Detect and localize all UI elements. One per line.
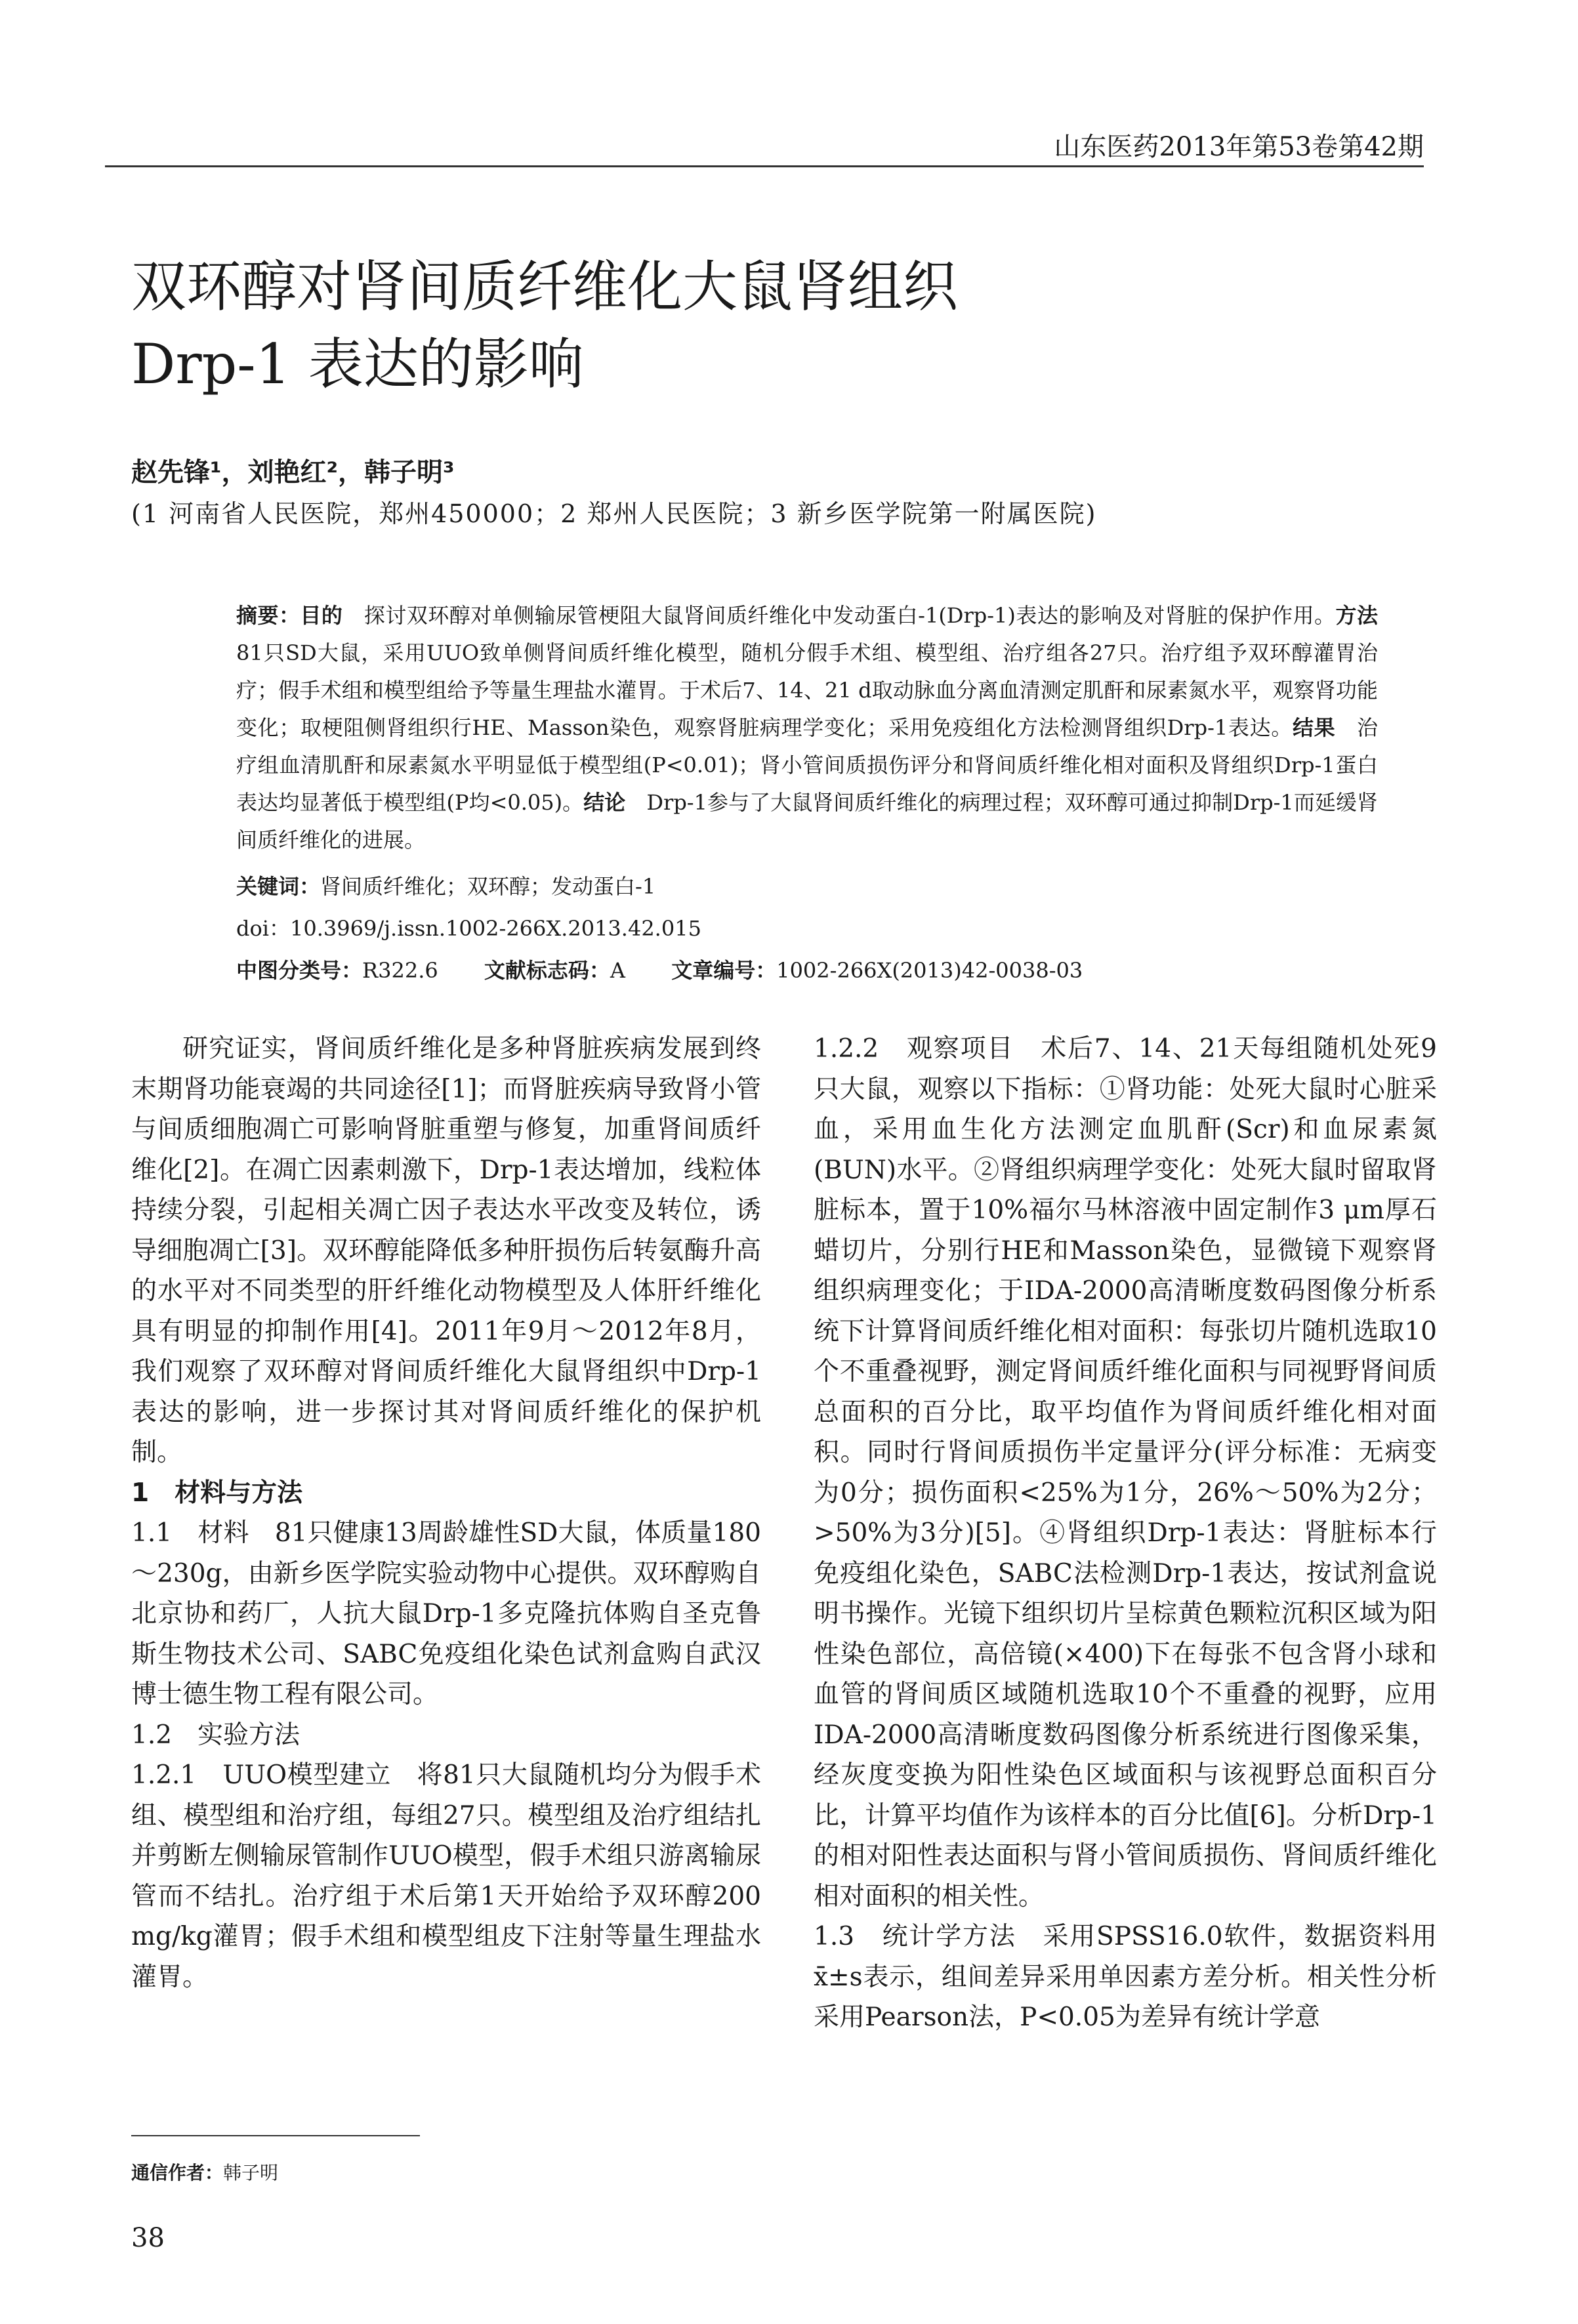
affiliations: (1 河南省人民医院，郑州450000；2 郑州人民医院；3 新乡医学院第一附属医院) xyxy=(131,499,1097,528)
corresponding-author xyxy=(131,2159,278,2185)
conclusion-label: 结论 xyxy=(583,790,626,815)
doc-code-value: A xyxy=(610,958,626,983)
corresponding-author-name: 韩子明 xyxy=(223,2162,279,2184)
page-number: 38 xyxy=(131,2223,165,2253)
section-1-1-text: 81只健康13周龄雄性SD大鼠，体质量180～230g，由新乡医学院实验动物中心提供。双环醇购自北京协和药厂，人抗大鼠Drp-1多克隆抗体购自圣克鲁斯生物技术公司、SABC免疫组化染色试剂盒购自武汉博士德生物工程有限公司。 xyxy=(131,1518,761,1709)
article-number-value: 1002-266X(2013)42-0038-03 xyxy=(776,958,1083,983)
keywords-label: 关键词： xyxy=(236,874,321,899)
keywords-value: 肾间质纤维化；双环醇；发动蛋白-1 xyxy=(320,874,656,899)
keywords xyxy=(236,870,655,900)
objective-text: 探讨双环醇对单侧输尿管梗阻大鼠肾间质纤维化中发动蛋白-1(Drp-1)表达的影响及对肾脏的保护作用。 xyxy=(363,603,1336,628)
section-1-2-2-label: 1.2.2 观察项目 xyxy=(814,1034,1014,1064)
section-1-2-heading: 1.2 实验方法 xyxy=(131,1720,301,1750)
doi-label: doi： xyxy=(236,916,290,941)
title-line-2: Drp-1 表达的影响 xyxy=(131,332,584,396)
section-1-heading: 1 材料与方法 xyxy=(131,1478,303,1508)
corresponding-author-label: 通信作者： xyxy=(131,2162,224,2184)
methods-text: 81只SD大鼠，采用UUO致单侧肾间质纤维化模型，随机分假手术组、模型组、治疗组各27只。治疗组予双环醇灌胃治疗；假手术组和模型组给予等量生理盐水灌胃。于术后7、14、21 d取动脉血分离血清测定肌酐和尿素氮水平，观察肾功能变化；取梗阻侧肾组织行HE、Masson染色，观察肾脏病理学变化；采用免疫组化方法检测肾组织Drp-1表达。 xyxy=(236,640,1378,740)
doc-code-label: 文献标志码： xyxy=(484,958,610,983)
conclusion-text: Drp-1参与了大鼠肾间质纤维化的病理过程；双环醇可通过抑制Drp-1而延缓肾间质纤维化的进展。 xyxy=(236,790,1378,852)
article-title xyxy=(131,248,1378,403)
section-1-2-2-text: 术后7、14、21天每组随机处死9只大鼠，观察以下指标：①肾功能：处死大鼠时心脏采血，采用血生化方法测定血肌酐(Scr)和血尿素氮(BUN)水平。②肾组织病理学变化：处死大鼠时留取肾脏标本，置于10%福尔马林溶液中固定制作3 μm厚石蜡切片，分别行HE和Masson染色，显微镜下观察肾组织病理变化；于IDA-2000高清晰度数码图像分析系统下计算肾间质纤维化相对面积：每张切片随机选取10个不重叠视野，测定肾间质纤维化面积与同视野肾间质总面积的百分比，取平均值作为肾间质纤维化相对面积。同时行肾间质损伤半定量评分(评分标准：无病变为0分；损伤面积<25%为1分，26%～50%为2分；>50%为3分)[5]。④肾组织Drp-1表达：肾脏标本行免疫组化染色，SABC法检测Drp-1表达，按试剂盒说明书操作。光镜下组织切片呈棕黄色颗粒沉积区域为阳性染色部位，高倍镜(×400)下在每张不包含肾小球和血管的肾间质区域随机选取10个不重叠的视野，应用IDA-2000高清晰度数码图像分析系统进行图像采集，经灰度变换为阳性染色区域面积与该视野总面积百分比，计算平均值作为该样本的百分比值[6]。分析Drp-1的相对阳性表达面积与肾小管间质损伤、肾间质纤维化相对面积的相关性。 xyxy=(814,1034,1437,1911)
section-1-3 xyxy=(814,1917,1437,2038)
objective-label: 目的 xyxy=(300,603,343,628)
section-1-3-text: 采用SPSS16.0软件，数据资料用x̄±s表示，组间差异采用单因素方差分析。相关性分析采用Pearson法，P<0.05为差异有统计学意 xyxy=(814,1922,1438,2032)
results-text: 治疗组血清肌酐和尿素氮水平明显低于模型组(P<0.01)；肾小管间质损伤评分和肾间质纤维化相对面积及肾组织Drp-1蛋白表达均显著低于模型组(P均<0.05)。 xyxy=(236,715,1378,815)
title-line-1: 双环醇对肾间质纤维化大鼠肾组织 xyxy=(131,255,959,319)
section-1-2-1-label: 1.2.1 UUO模型建立 xyxy=(131,1760,391,1790)
clc-value: R322.6 xyxy=(362,958,438,983)
classification xyxy=(236,954,1083,984)
abstract-label: 摘要： xyxy=(236,603,301,628)
section-1-3-label: 1.3 统计学方法 xyxy=(814,1922,1016,1951)
section-1-1 xyxy=(131,1513,761,1715)
section-1-1-label: 1.1 材料 xyxy=(131,1518,249,1548)
section-1-2-2 xyxy=(814,1029,1437,1917)
body-column-left xyxy=(131,1029,761,1997)
footnote-rule xyxy=(131,2135,420,2136)
section-1-2-1-text: 将81只大鼠随机均分为假手术组、模型组和治疗组，每组27只。模型组及治疗组结扎并剪断左侧输尿管制作UUO模型，假手术组只游离输尿管而不结扎。治疗组于术后第1天开始给予双环醇200 mg/kg灌胃；假手术组和模型组皮下注射等量生理盐水灌胃。 xyxy=(131,1760,761,1992)
section-1-2-1 xyxy=(131,1755,761,1997)
article-number-label: 文章编号： xyxy=(671,958,777,983)
doi-value: 10.3969/j.issn.1002-266X.2013.42.015 xyxy=(290,916,701,941)
header-rule xyxy=(105,165,1424,167)
body-column-right xyxy=(814,1029,1437,2038)
clc-label: 中图分类号： xyxy=(236,958,363,983)
results-label: 结果 xyxy=(1292,715,1336,740)
methods-label: 方法 xyxy=(1335,603,1378,628)
abstract xyxy=(236,597,1378,859)
running-header: 山东医药2013年第53卷第42期 xyxy=(1054,132,1424,162)
intro-paragraph: 研究证实，肾间质纤维化是多种肾脏疾病发展到终末期肾功能衰竭的共同途径[1]；而肾脏疾病导致肾小管与间质细胞凋亡可影响肾脏重塑与修复，加重肾间质纤维化[2]。在凋亡因素刺激下，Drp-1表达增加，线粒体持续分裂，引起相关凋亡因子表达水平改变及转位，诱导细胞凋亡[3]。双环醇能降低多种肝损伤后转氨酶升高的水平对不同类型的肝纤维化动物模型及人体肝纤维化具有明显的抑制作用[4]。2011年9月～2012年8月，我们观察了双环醇对肾间质纤维化大鼠肾组织中Drp-1表达的影响，进一步探讨其对肾间质纤维化的保护机制。 xyxy=(131,1034,761,1467)
doi xyxy=(236,912,701,942)
authors: 赵先锋¹，刘艳红²，韩子明³ xyxy=(131,457,455,488)
